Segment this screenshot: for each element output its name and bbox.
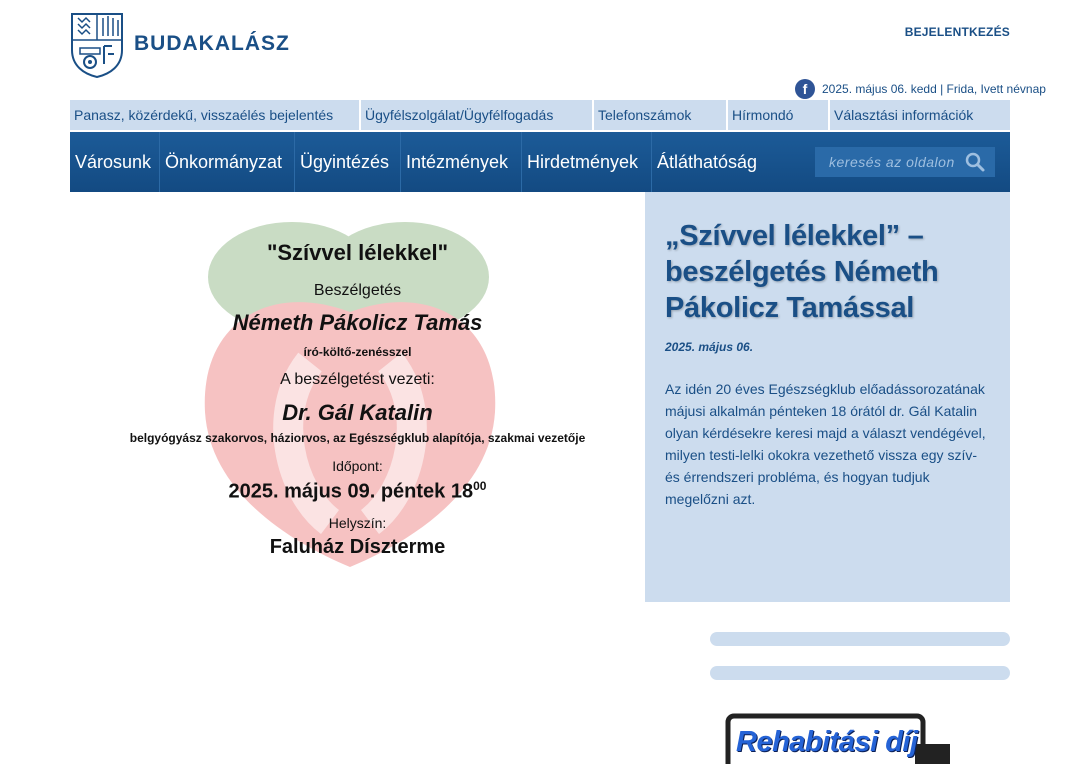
nav-item-transparency[interactable]: Átláthatóság xyxy=(657,151,758,172)
poster-host-desc: belgyógyász szakorvos, háziorvos, az Egészségklub alapítója, szakmai vezetője xyxy=(129,431,586,445)
poster-subtitle: Beszélgetés xyxy=(313,282,402,299)
poster-time-text: 2025. május 09. péntek 18 xyxy=(228,480,474,503)
poster-time-value xyxy=(70,479,645,504)
poster-guest-desc: író-költő-zenésszel xyxy=(303,345,412,359)
poster-time-label: Időpont: xyxy=(332,458,383,474)
banner-label: Rehabitási díj xyxy=(736,726,918,758)
nav-item-municipality[interactable]: Önkormányzat xyxy=(160,132,295,192)
main-navigation xyxy=(70,132,1010,192)
poster-title: "Szívvel lélekkel" xyxy=(266,240,449,265)
quick-link-customer-service[interactable]: Ügyfélszolgálat/Ügyfélfogadás xyxy=(361,100,594,130)
nav-item-our-town[interactable]: Városunk xyxy=(70,132,160,192)
poster-place-label: Helyszín: xyxy=(328,515,387,531)
dateline xyxy=(795,79,1046,99)
quick-link-election-info[interactable]: Választási információk xyxy=(830,100,1010,130)
site-logo[interactable] xyxy=(70,10,290,78)
quick-link-newsletter[interactable]: Hírmondó xyxy=(728,100,830,130)
quick-link-complaint[interactable]: Panasz, közérdekű, visszaélés bejelentés xyxy=(70,100,361,130)
search-box xyxy=(815,147,995,177)
login-link[interactable]: BEJELENTKEZÉS xyxy=(904,25,1010,39)
poster-host-intro: A beszélgetést vezeti: xyxy=(280,371,435,388)
nav-item-institutions[interactable]: Intézmények xyxy=(401,132,522,192)
coat-of-arms-icon xyxy=(70,10,124,78)
feature-lead: Az idén 20 éves Egészségklub előadássorozatának májusi alkalmán pénteken 18 órától dr. Gál Katalin olyan kérdésekre keresi majd a választ vendégével, milyen testi-lelki okokra vezethető vissza egy szív- és érrendszeri probléma, és hogyan tudjuk megelőzni azt. xyxy=(665,381,986,507)
sidebar-placeholder-bar xyxy=(710,632,1010,646)
quick-link-phone-numbers[interactable]: Telefonszámok xyxy=(594,100,728,130)
feature-title[interactable]: „Szívvel lélekkel” – beszélgetés Németh Pákolicz Tamással xyxy=(665,220,939,324)
sidebar-banner[interactable] xyxy=(710,700,1010,759)
feature-date: 2025. május 06. xyxy=(665,340,754,354)
nav-item-administration[interactable]: Ügyintézés xyxy=(295,132,401,192)
facebook-icon[interactable]: f xyxy=(795,79,815,99)
sidebar-placeholder-bar xyxy=(710,666,1010,680)
feature-poster-image[interactable] xyxy=(70,192,645,602)
search-icon[interactable] xyxy=(960,147,990,177)
feature-article-panel xyxy=(645,192,1010,602)
nav-item-announcements[interactable]: Hirdetmények xyxy=(522,132,652,192)
poster-host: Dr. Gál Katalin xyxy=(282,400,433,425)
poster-guest: Németh Pákolicz Tamás xyxy=(232,310,483,335)
date-nameday-text: 2025. május 06. kedd | Frida, Ivett névnap xyxy=(822,82,1046,96)
poster-time-sup: 00 xyxy=(473,479,487,493)
search-input[interactable] xyxy=(815,154,960,170)
poster-place-value: Faluház Díszterme xyxy=(269,536,446,558)
quick-links-bar xyxy=(70,100,1010,130)
site-name: BUDAKALÁSZ xyxy=(134,32,290,55)
